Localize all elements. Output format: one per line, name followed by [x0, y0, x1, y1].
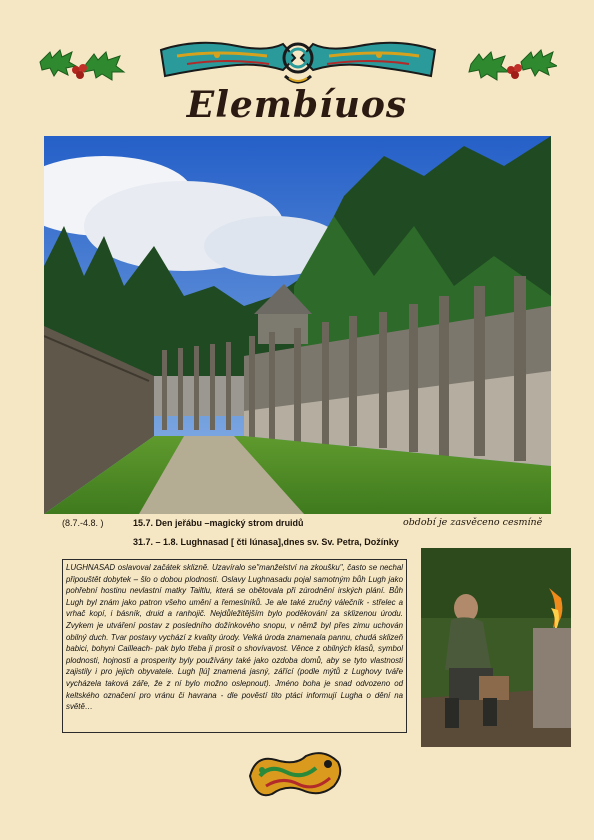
date-line-2: 31.7. – 1.8. Lughnasad [ čti lúnasa],dnes sv. Sv. Petra, Dožínky [133, 537, 399, 547]
celtic-knot-ornament [157, 36, 439, 88]
date-range: (8.7.-4.8. ) [62, 518, 104, 528]
holly-left-icon [36, 42, 126, 82]
page-title: Elembíuos [186, 84, 408, 126]
side-photo [421, 548, 571, 747]
main-photo [44, 136, 551, 514]
date-line-1: 15.7. Den jeřábu –magický strom druidů [133, 518, 304, 528]
holly-right-icon [467, 42, 557, 82]
dedication-note: období je zasvěceno cesmíně [403, 517, 543, 528]
text-box [62, 559, 407, 733]
celtic-beast-ornament [246, 746, 346, 804]
body-text: LUGHNASAD oslavoval začátek sklizně. Uzavíralo se"manželství na zkoušku", často se nechal připouštět dobytek – šlo o dobou plodnosti. Oslavy Lughnasadu pojal samotným bůh Lugh jako pohřební hostinu nevlastní matky Tailtlu, která se obětovala při zúrodnění irských plání. Bůh Lugh byl znám jako patron všeho umění a řemeslníků. Je ale také zručný válečník - střelec a vrhač kopí, i básník, druid a ranhojič. Nejdůležitějším bylo poděkování za sklizenou úrodu. Zvykem je utváření postav z posledního dožínkového snopu, v němž byl přes zimu uchován obilný duch. Tvar postavy vychází z kvality úrody. Velká úroda znamenala pannu, chudá sklizeň babici, bohyni Cailleach- pak bylo třeba ji prosit o shovívavost. Věnce z obilných klasů, symbol plodnosti, hojnosti a prosperity byly používány také jako ozdoba domů, aby se tyto vlastnosti zajistily i pro jejich obyvatele. Lugh [lú] znamená jasný, zářící (podle mýtů z Lughovy tváře vycházela taková záře, že z ní bylo možno oslepnout). Jméno boha je snad odvozeno od keltského označení pro vránu či havrana - dle pověstí tito ptáci informují Lugha o dění na světě… [66, 563, 403, 712]
